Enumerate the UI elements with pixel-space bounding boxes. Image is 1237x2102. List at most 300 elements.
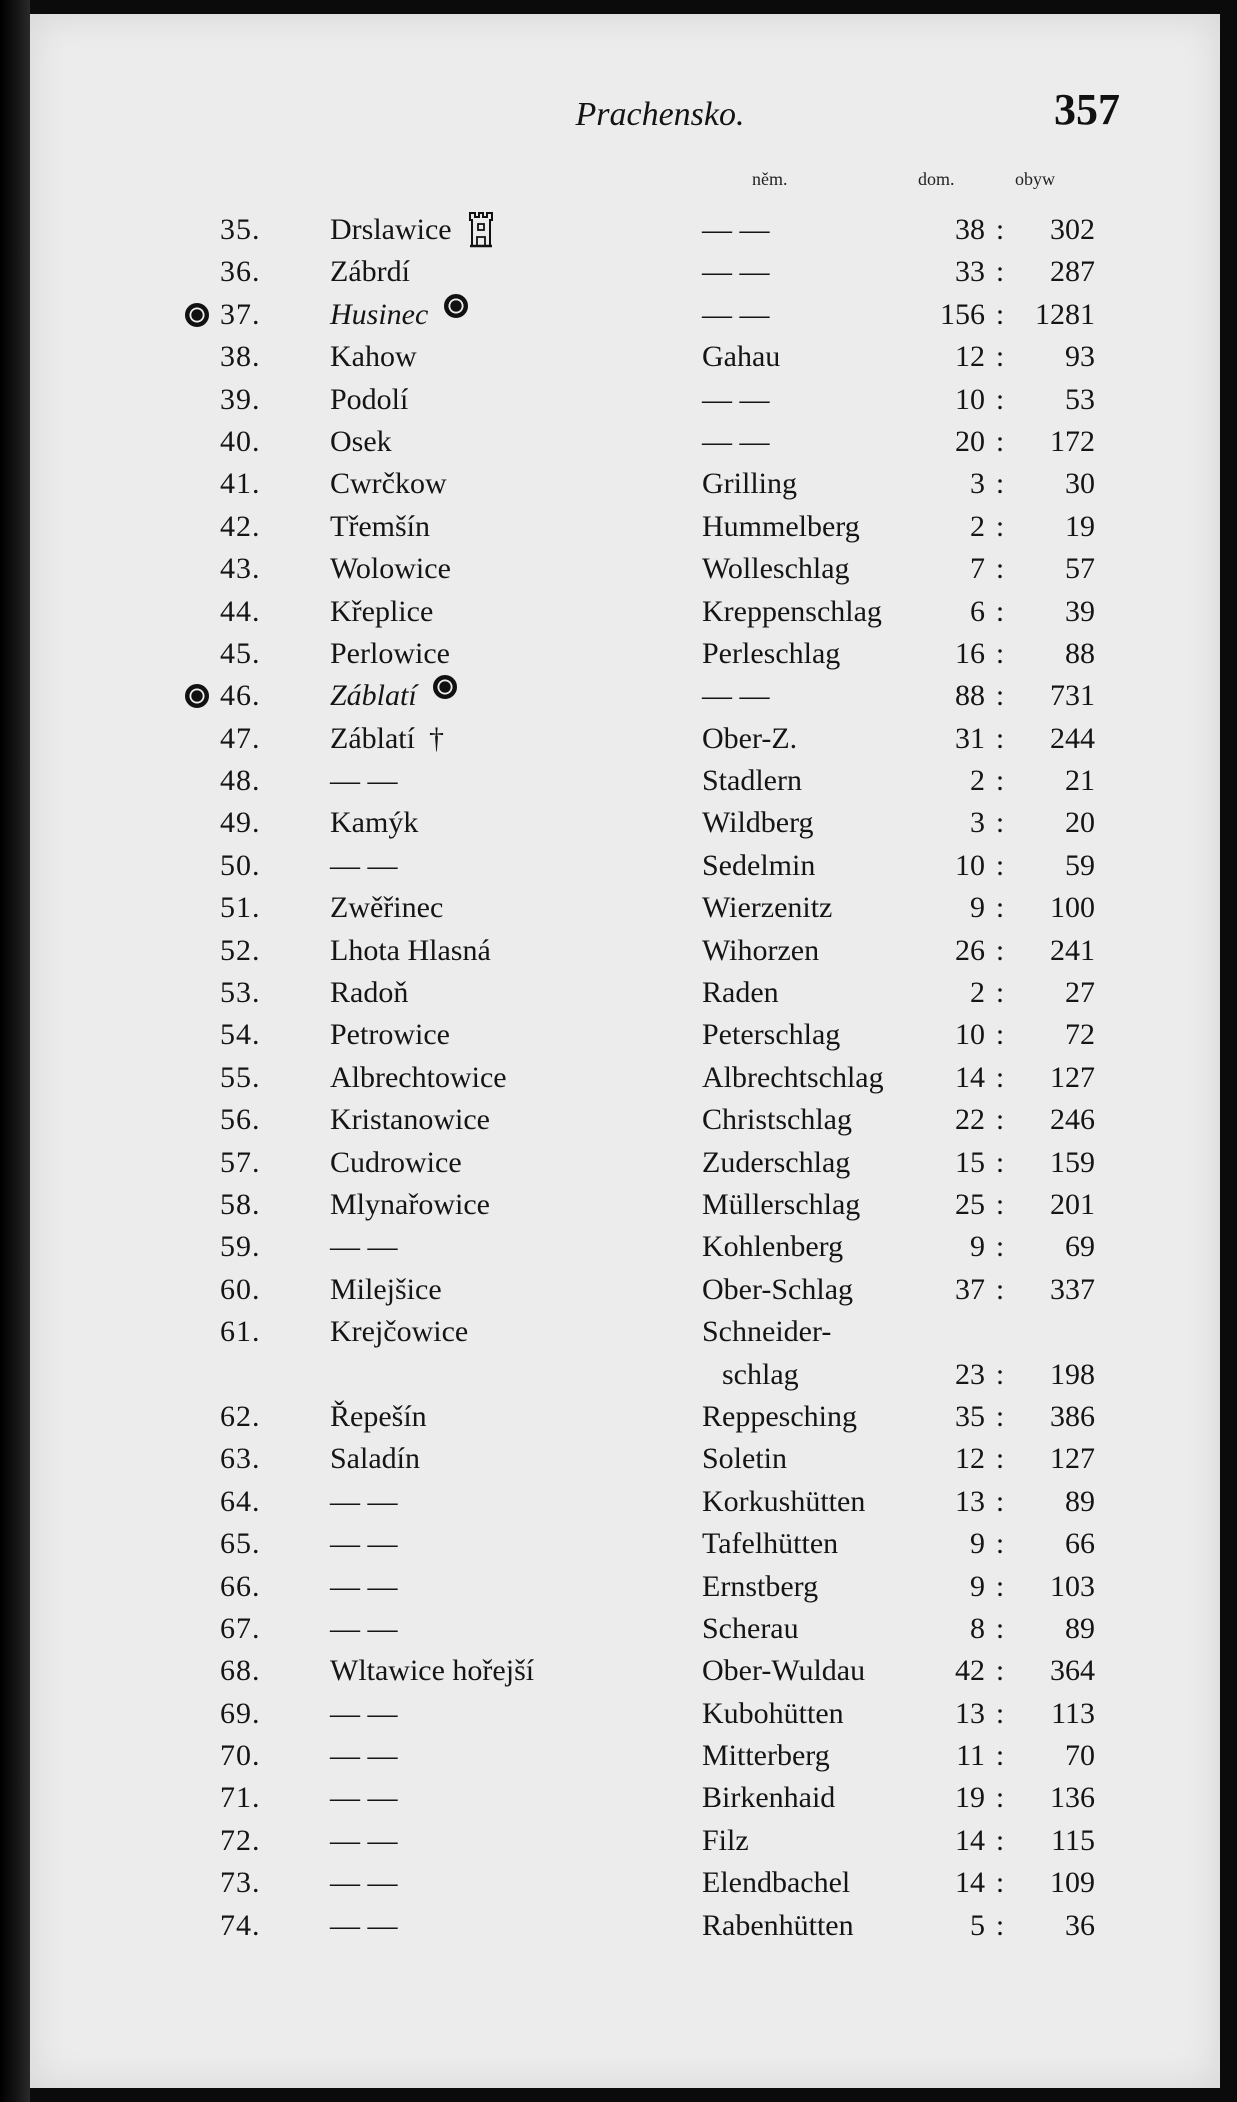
czech-name-text: Třemšín <box>330 509 430 543</box>
czech-name <box>330 1438 420 1480</box>
german-name: Ernstberg <box>702 1569 819 1603</box>
german-name: Wihorzen <box>702 933 820 967</box>
table-row <box>30 463 1220 505</box>
separator: : <box>995 1569 1005 1603</box>
czech-name-text: Cudrowice <box>330 1145 462 1179</box>
czech-name <box>330 1693 398 1735</box>
separator: : <box>995 1739 1005 1773</box>
czech-name <box>330 1014 450 1056</box>
czech-name-text: Záblatí <box>330 721 415 755</box>
house-count: 10 <box>955 848 985 882</box>
table-row <box>30 1226 1220 1268</box>
czech-name <box>330 675 417 717</box>
row-number: 49. <box>220 806 261 840</box>
house-count: 6 <box>970 594 985 628</box>
table-row <box>30 1099 1220 1141</box>
czech-name <box>330 1481 398 1523</box>
inhabitant-count: 27 <box>1065 976 1095 1010</box>
inhabitant-count: 39 <box>1065 594 1095 628</box>
inhabitant-count: 136 <box>1050 1781 1095 1815</box>
separator: : <box>995 1357 1005 1391</box>
czech-name-text: — — <box>330 1908 398 1942</box>
cross-symbol: † <box>428 721 444 755</box>
castle-tower-icon <box>468 210 494 248</box>
separator: : <box>995 1272 1005 1306</box>
house-count: 15 <box>955 1145 985 1179</box>
czech-name-text: Lhota Hlasná <box>330 933 491 967</box>
czech-name-text: — — <box>330 1527 398 1561</box>
row-number: 51. <box>220 891 261 925</box>
separator: : <box>995 1399 1005 1433</box>
separator: : <box>995 1230 1005 1264</box>
house-count: 10 <box>955 1018 985 1052</box>
separator: : <box>995 848 1005 882</box>
house-count: 9 <box>970 1230 985 1264</box>
row-number: 48. <box>220 764 261 798</box>
table-row <box>30 802 1220 844</box>
german-name-continued: schlag <box>722 1357 799 1391</box>
separator: : <box>995 1527 1005 1561</box>
inhabitant-count: 109 <box>1050 1866 1095 1900</box>
table-row <box>30 1693 1220 1735</box>
german-name: Rabenhütten <box>702 1908 854 1942</box>
czech-name <box>330 1523 398 1565</box>
czech-name-text: Petrowice <box>330 1018 450 1052</box>
czech-name <box>330 802 418 844</box>
table-row <box>30 1014 1220 1056</box>
house-count: 12 <box>955 340 985 374</box>
table-row <box>30 294 1220 336</box>
house-count: 9 <box>970 1569 985 1603</box>
czech-name <box>330 463 447 505</box>
inhabitant-count: 21 <box>1065 764 1095 798</box>
settlement-table <box>30 209 1220 1947</box>
separator: : <box>995 1866 1005 1900</box>
house-count: 19 <box>955 1781 985 1815</box>
row-number: 52. <box>220 933 261 967</box>
row-number: 56. <box>220 1103 261 1137</box>
czech-name <box>330 1396 427 1438</box>
czech-name-text: Perlowice <box>330 636 450 670</box>
inhabitant-count: 69 <box>1065 1230 1095 1264</box>
german-name: Ober-Schlag <box>702 1272 854 1306</box>
table-row <box>30 1057 1220 1099</box>
table-row <box>30 1523 1220 1565</box>
czech-name-text: Osek <box>330 424 392 458</box>
table-row <box>30 1269 1220 1311</box>
czech-name <box>330 1099 490 1141</box>
german-name: Christschlag <box>702 1103 852 1137</box>
house-count: 35 <box>955 1399 985 1433</box>
row-number: 63. <box>220 1442 261 1476</box>
table-row <box>30 930 1220 972</box>
separator: : <box>995 891 1005 925</box>
czech-name <box>330 1142 462 1184</box>
row-number: 60. <box>220 1272 261 1306</box>
marker-dot-icon <box>180 294 214 336</box>
separator: : <box>995 1611 1005 1645</box>
inhabitant-count: 88 <box>1065 636 1095 670</box>
czech-name <box>330 1057 507 1099</box>
table-row <box>30 1311 1220 1396</box>
house-count: 3 <box>970 806 985 840</box>
czech-name-text: Drslawice <box>330 213 452 246</box>
czech-name-text: Kristanowice <box>330 1103 490 1137</box>
row-number: 41. <box>220 467 261 501</box>
table-row <box>30 421 1220 463</box>
table-row <box>30 1862 1220 1904</box>
house-count: 9 <box>970 891 985 925</box>
czech-name-text: Zábrdí <box>330 255 410 289</box>
czech-name-text: Saladín <box>330 1442 420 1476</box>
german-name: Stadlern <box>702 764 802 798</box>
table-row <box>30 209 1220 251</box>
house-count: 14 <box>955 1866 985 1900</box>
czech-name <box>330 1862 398 1904</box>
inhabitant-count: 159 <box>1050 1145 1095 1179</box>
page-number: 357 <box>1054 85 1120 134</box>
separator: : <box>995 1823 1005 1857</box>
czech-name-text: — — <box>330 848 398 882</box>
german-name: Mitterberg <box>702 1739 830 1773</box>
table-row <box>30 972 1220 1014</box>
german-name: Birkenhaid <box>702 1781 836 1815</box>
marker-dot-icon <box>433 675 457 699</box>
czech-name <box>330 591 433 633</box>
house-count: 42 <box>955 1654 985 1688</box>
inhabitant-count: 241 <box>1050 933 1095 967</box>
row-number: 54. <box>220 1018 261 1052</box>
czech-name <box>330 1269 442 1311</box>
german-name: Wolleschlag <box>702 552 850 586</box>
czech-name-text: Kahow <box>330 340 417 374</box>
separator: : <box>995 1908 1005 1942</box>
inhabitant-count: 287 <box>1050 255 1095 289</box>
separator: : <box>995 806 1005 840</box>
house-count: 13 <box>955 1696 985 1730</box>
inhabitant-count: 201 <box>1050 1187 1095 1221</box>
german-name: Kohlenberg <box>702 1230 844 1264</box>
czech-name <box>330 1311 468 1353</box>
inhabitant-count: 386 <box>1050 1399 1095 1433</box>
inhabitant-count: 53 <box>1065 382 1095 416</box>
czech-name-text: Wltawice hořejší <box>330 1654 535 1688</box>
table-row <box>30 1905 1220 1947</box>
czech-name-text: Radoň <box>330 976 409 1010</box>
house-count: 88 <box>955 679 985 713</box>
czech-name <box>330 1905 398 1947</box>
inhabitant-count: 20 <box>1065 806 1095 840</box>
table-row <box>30 1438 1220 1480</box>
german-name: Müllerschlag <box>702 1187 861 1221</box>
czech-name-text: — — <box>330 1484 398 1518</box>
czech-name-text: — — <box>330 1739 398 1773</box>
row-number: 71. <box>220 1781 261 1815</box>
czech-name-text: — — <box>330 1866 398 1900</box>
house-count: 7 <box>970 552 985 586</box>
inhabitant-count: 57 <box>1065 552 1095 586</box>
separator: : <box>995 1696 1005 1730</box>
inhabitant-count: 103 <box>1050 1569 1095 1603</box>
house-count: 12 <box>955 1442 985 1476</box>
german-name: Wildberg <box>702 806 814 840</box>
row-number: 45. <box>220 636 261 670</box>
german-name: Albrechtschlag <box>702 1060 884 1094</box>
czech-name <box>330 251 410 293</box>
separator: : <box>995 1484 1005 1518</box>
house-count: 2 <box>970 509 985 543</box>
table-row <box>30 760 1220 802</box>
separator: : <box>995 467 1005 501</box>
separator: : <box>995 1145 1005 1179</box>
table-row <box>30 1777 1220 1819</box>
czech-name <box>330 209 494 251</box>
row-number: 53. <box>220 976 261 1010</box>
page-title: Prachensko. <box>575 96 745 133</box>
row-number: 42. <box>220 509 261 543</box>
czech-name-text: Mlynařowice <box>330 1187 490 1221</box>
separator: : <box>995 1060 1005 1094</box>
book-page <box>30 14 1220 2088</box>
table-row <box>30 1481 1220 1523</box>
czech-name <box>330 506 430 548</box>
table-row <box>30 1650 1220 1692</box>
czech-name-text: — — <box>330 1611 398 1645</box>
table-row <box>30 251 1220 293</box>
row-number: 65. <box>220 1527 261 1561</box>
separator: : <box>995 255 1005 289</box>
row-number: 64. <box>220 1484 261 1518</box>
czech-name <box>330 887 443 929</box>
czech-name <box>330 1650 534 1692</box>
row-number: 66. <box>220 1569 261 1603</box>
separator: : <box>995 636 1005 670</box>
row-number: 46. <box>220 679 261 713</box>
german-name: — — <box>702 424 770 458</box>
czech-name <box>330 972 408 1014</box>
inhabitant-count: 19 <box>1065 509 1095 543</box>
row-number: 35. <box>220 213 261 246</box>
table-row <box>30 1142 1220 1184</box>
row-number: 55. <box>220 1060 261 1094</box>
inhabitant-count: 89 <box>1065 1484 1095 1518</box>
house-count: 2 <box>970 976 985 1010</box>
row-number: 47. <box>220 721 261 755</box>
row-number: 40. <box>220 424 261 458</box>
table-row <box>30 506 1220 548</box>
czech-name <box>330 1735 398 1777</box>
german-name: — — <box>702 679 770 713</box>
marker-dot-icon <box>180 675 214 717</box>
german-name: Ober-Z. <box>702 721 798 755</box>
inhabitant-count: 337 <box>1050 1272 1095 1306</box>
separator: : <box>995 594 1005 628</box>
czech-name-text: Řepešín <box>330 1399 427 1433</box>
czech-name-text: Podolí <box>330 382 409 416</box>
row-number: 73. <box>220 1866 261 1900</box>
czech-name-text: Milejšice <box>330 1272 442 1306</box>
table-row <box>30 1566 1220 1608</box>
separator: : <box>995 1442 1005 1476</box>
german-name: Filz <box>702 1823 749 1857</box>
marker-dot-icon <box>444 294 468 318</box>
separator: : <box>995 1187 1005 1221</box>
house-count: 3 <box>970 467 985 501</box>
german-name: — — <box>702 255 770 289</box>
german-name: Tafelhütten <box>702 1527 839 1561</box>
german-name: Reppesching <box>702 1399 857 1433</box>
inhabitant-count: 36 <box>1065 1908 1095 1942</box>
house-count: 10 <box>955 382 985 416</box>
house-count: 2 <box>970 764 985 798</box>
row-number: 38. <box>220 340 261 374</box>
row-number: 57. <box>220 1145 261 1179</box>
inhabitant-count: 113 <box>1051 1696 1095 1730</box>
house-count: 14 <box>955 1823 985 1857</box>
inhabitant-count: 127 <box>1050 1442 1095 1476</box>
czech-name-text: — — <box>330 1230 398 1264</box>
row-number: 58. <box>220 1187 261 1221</box>
separator: : <box>995 382 1005 416</box>
german-name: — — <box>702 297 770 331</box>
czech-name <box>330 1820 398 1862</box>
german-name: Zuderschlag <box>702 1145 851 1179</box>
separator: : <box>995 552 1005 586</box>
inhabitant-count: 1281 <box>1035 297 1095 331</box>
german-name: Sedelmin <box>702 848 816 882</box>
book-spine-shadow <box>0 0 30 2102</box>
czech-name-text: — — <box>330 1569 398 1603</box>
czech-name-text: Kamýk <box>330 806 419 840</box>
separator: : <box>995 213 1005 246</box>
inhabitant-count: 198 <box>1050 1357 1095 1391</box>
row-number: 69. <box>220 1696 261 1730</box>
row-number: 67. <box>220 1611 261 1645</box>
czech-name <box>330 294 428 336</box>
czech-name-text: — — <box>330 764 398 798</box>
table-row <box>30 1820 1220 1862</box>
row-number: 36. <box>220 255 261 289</box>
czech-name <box>330 633 450 675</box>
czech-name <box>330 379 408 421</box>
inhabitant-count: 127 <box>1050 1060 1095 1094</box>
house-count: 14 <box>955 1060 985 1094</box>
czech-name-text: — — <box>330 1823 398 1857</box>
inhabitant-count: 244 <box>1050 721 1095 755</box>
czech-name-text: — — <box>330 1696 398 1730</box>
inhabitant-count: 66 <box>1065 1527 1095 1561</box>
czech-name <box>330 718 444 760</box>
czech-name <box>330 1226 398 1268</box>
czech-name <box>330 1566 398 1608</box>
separator: : <box>995 721 1005 755</box>
czech-name <box>330 421 392 463</box>
czech-name-text: Husinec <box>330 297 429 331</box>
row-number: 61. <box>220 1315 261 1349</box>
czech-name-text: — — <box>330 1781 398 1815</box>
table-row <box>30 1184 1220 1226</box>
inhabitant-count: 172 <box>1050 424 1095 458</box>
row-number: 62. <box>220 1399 261 1433</box>
column-header-obyw: obyw <box>1015 169 1055 189</box>
czech-name-text: Zwěřinec <box>330 891 444 925</box>
house-count: 20 <box>955 424 985 458</box>
czech-name <box>330 845 398 887</box>
house-count: 9 <box>970 1527 985 1561</box>
house-count: 156 <box>940 297 985 331</box>
table-row <box>30 591 1220 633</box>
german-name: Kreppenschlag <box>702 594 882 628</box>
house-count: 22 <box>955 1103 985 1137</box>
house-count: 33 <box>955 255 985 289</box>
german-name: Gahau <box>702 340 781 374</box>
german-name: — — <box>702 382 770 416</box>
czech-name <box>330 760 398 802</box>
table-row <box>30 1735 1220 1777</box>
german-name: Grilling <box>702 467 797 501</box>
german-name: Raden <box>702 976 779 1010</box>
german-name: Elendbachel <box>702 1866 851 1900</box>
czech-name-text: Křeplice <box>330 594 434 628</box>
czech-name <box>330 1184 490 1226</box>
czech-name <box>330 1777 398 1819</box>
row-number: 44. <box>220 594 261 628</box>
inhabitant-count: 731 <box>1050 679 1095 713</box>
row-number: 39. <box>220 382 261 416</box>
table-row <box>30 718 1220 760</box>
inhabitant-count: 89 <box>1065 1611 1095 1645</box>
inhabitant-count: 115 <box>1051 1823 1095 1857</box>
separator: : <box>995 933 1005 967</box>
german-name: Perleschlag <box>702 636 841 670</box>
inhabitant-count: 70 <box>1065 1739 1095 1773</box>
inhabitant-count: 93 <box>1065 340 1095 374</box>
column-header-nem: něm. <box>752 169 788 189</box>
row-number: 68. <box>220 1654 261 1688</box>
row-number: 37. <box>220 297 261 331</box>
house-count: 16 <box>955 636 985 670</box>
house-count: 8 <box>970 1611 985 1645</box>
separator: : <box>995 1654 1005 1688</box>
house-count: 31 <box>955 721 985 755</box>
table-row <box>30 633 1220 675</box>
house-count: 23 <box>955 1357 985 1391</box>
row-number: 70. <box>220 1739 261 1773</box>
separator: : <box>995 1103 1005 1137</box>
row-number: 74. <box>220 1908 261 1942</box>
house-count: 5 <box>970 1908 985 1942</box>
inhabitant-count: 59 <box>1065 848 1095 882</box>
row-number: 59. <box>220 1230 261 1264</box>
house-count: 25 <box>955 1187 985 1221</box>
separator: : <box>995 679 1005 713</box>
german-name: Peterschlag <box>702 1018 841 1052</box>
czech-name <box>330 336 417 378</box>
separator: : <box>995 424 1005 458</box>
table-row <box>30 675 1220 717</box>
czech-name-text: Záblatí <box>330 679 417 713</box>
czech-name <box>330 930 491 972</box>
inhabitant-count: 72 <box>1065 1018 1095 1052</box>
german-name: Wierzenitz <box>702 891 833 925</box>
german-name: Soletin <box>702 1442 788 1476</box>
table-row <box>30 379 1220 421</box>
inhabitant-count: 30 <box>1065 467 1095 501</box>
row-number: 72. <box>220 1823 261 1857</box>
house-count: 11 <box>956 1739 985 1773</box>
table-row <box>30 548 1220 590</box>
inhabitant-count: 100 <box>1050 891 1095 925</box>
